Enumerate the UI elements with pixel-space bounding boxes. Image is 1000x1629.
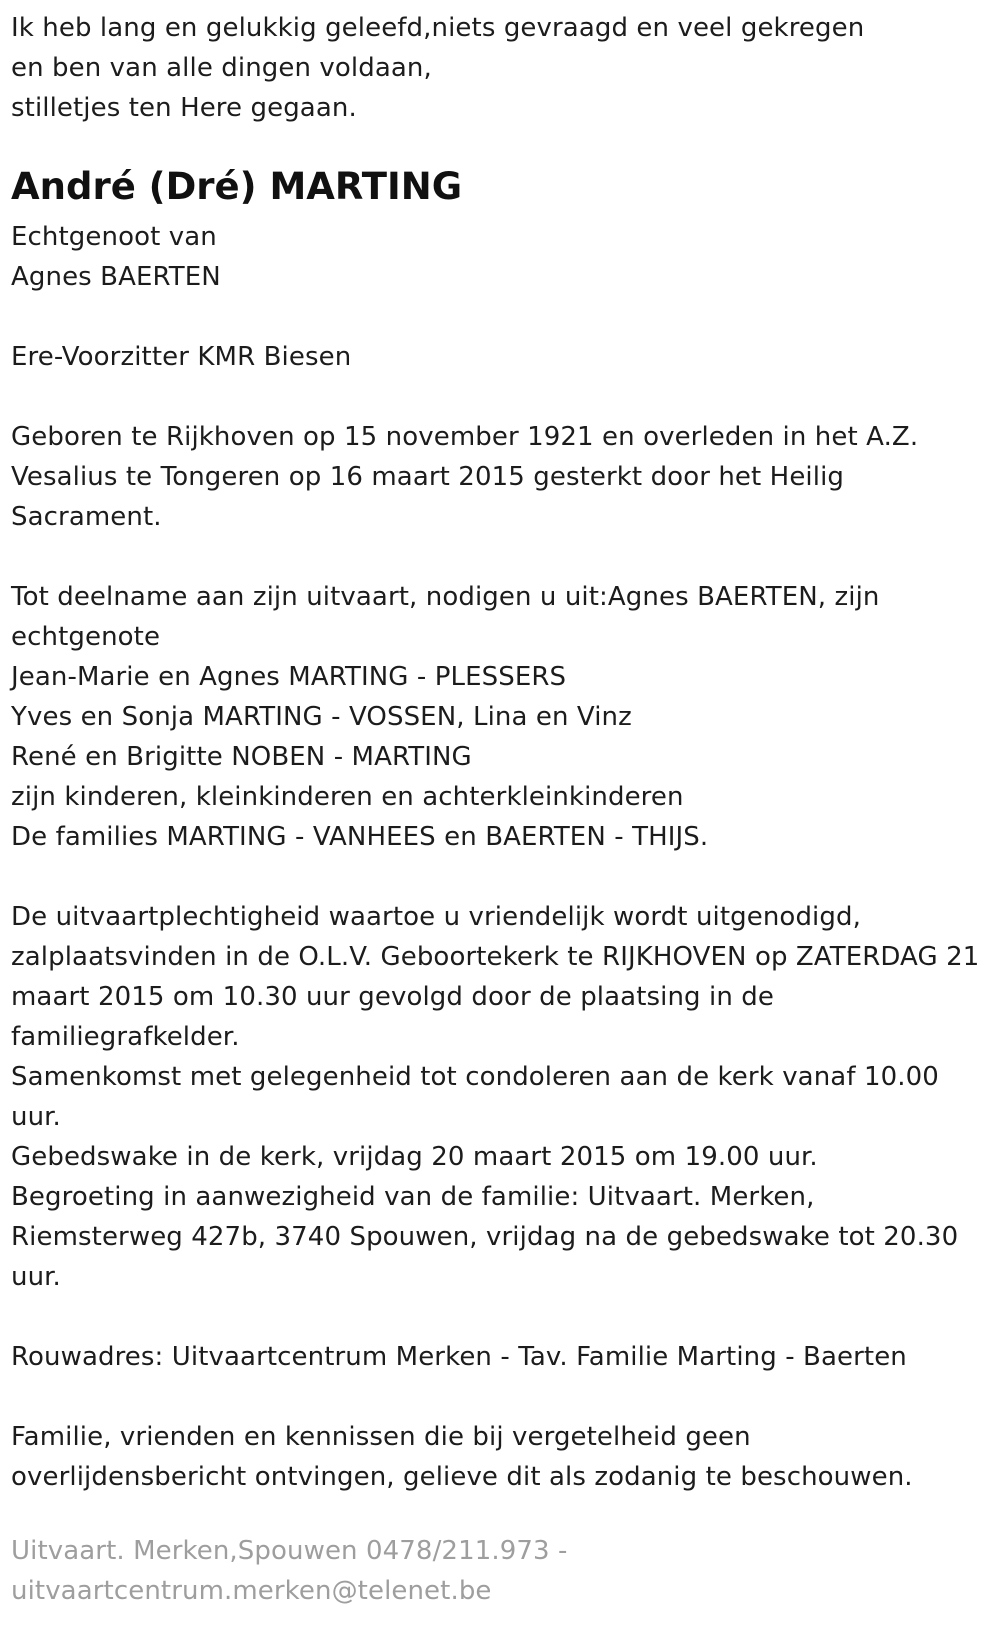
- text-line: overlijdensbericht ontvingen, gelieve dit als zodanig te beschouwen.: [11, 1462, 913, 1492]
- spacer: [11, 377, 990, 417]
- spacer: [11, 297, 990, 337]
- spouse-intro: Echtgenoot van: [11, 222, 217, 252]
- text-line: Vesalius te Tongeren op 16 maart 2015 gesterkt door het Heilig: [11, 462, 845, 492]
- poem-line: en ben van alle dingen voldaan,: [11, 53, 432, 83]
- text-line: echtgenote: [11, 622, 161, 652]
- text-line: zalplaatsvinden in de O.L.V. Geboortekerk te RIJKHOVEN op ZATERDAG 21: [11, 942, 980, 972]
- poem-line: stilletjes ten Here gegaan.: [11, 93, 357, 123]
- notice-paragraph: [11, 1417, 990, 1497]
- spacer: [11, 537, 990, 577]
- family-line: Yves en Sonja MARTING - VOSSEN, Lina en Vinz: [11, 702, 632, 732]
- text-line: De uitvaartplechtigheid waartoe u vriendelijk wordt uitgenodigd,: [11, 902, 861, 932]
- honorary-title: Ere-Voorzitter KMR Biesen: [11, 342, 352, 372]
- text-line: Gebedswake in de kerk, vrijdag 20 maart 2015 om 19.00 uur.: [11, 1142, 818, 1172]
- ceremony-paragraph: [11, 897, 990, 1297]
- text-line: De families MARTING - VANHEES en BAERTEN - THIJS.: [11, 822, 709, 852]
- spouse-block: [11, 217, 990, 297]
- text-line: Begroeting in aanwezigheid van de familie: Uitvaart. Merken,: [11, 1182, 815, 1212]
- poem-line: Ik heb lang en gelukkig geleefd,niets gevraagd en veel gekregen: [11, 13, 865, 43]
- text-line: zijn kinderen, kleinkinderen en achterkleinkinderen: [11, 782, 684, 812]
- text-line: Sacrament.: [11, 502, 162, 532]
- text-line: Riemsterweg 427b, 3740 Spouwen, vrijdag na de gebedswake tot 20.30: [11, 1222, 959, 1252]
- poem: [11, 8, 990, 128]
- funeral-home-footer: [11, 1531, 990, 1611]
- spacer: [11, 1377, 990, 1417]
- text-line: maart 2015 om 10.30 uur gevolgd door de plaatsing in de: [11, 982, 774, 1012]
- mourning-address: Rouwadres: Uitvaartcentrum Merken - Tav. Familie Marting - Baerten: [11, 1342, 907, 1372]
- deceased-name: André (Dré) MARTING: [11, 165, 463, 208]
- footer-email[interactable]: uitvaartcentrum.merken@telenet.be: [11, 1576, 492, 1606]
- invitation-paragraph: [11, 577, 990, 857]
- family-line: René en Brigitte NOBEN - MARTING: [11, 742, 472, 772]
- text-line: Tot deelname aan zijn uitvaart, nodigen u uit:Agnes BAERTEN, zijn: [11, 582, 880, 612]
- text-line: uur.: [11, 1262, 61, 1292]
- footer-contact-line: Uitvaart. Merken,Spouwen 0478/211.973 -: [11, 1536, 568, 1566]
- birth-death-paragraph: [11, 417, 990, 537]
- text-line: familiegrafkelder.: [11, 1022, 240, 1052]
- text-line: Geboren te Rijkhoven op 15 november 1921 en overleden in het A.Z.: [11, 422, 919, 452]
- text-line: Samenkomst met gelegenheid tot condoleren aan de kerk vanaf 10.00: [11, 1062, 939, 1092]
- spacer: [11, 1297, 990, 1337]
- family-line: Jean-Marie en Agnes MARTING - PLESSERS: [11, 662, 567, 692]
- spacer: [11, 857, 990, 897]
- text-line: uur.: [11, 1102, 61, 1132]
- spouse-name: Agnes BAERTEN: [11, 262, 221, 292]
- text-line: Familie, vrienden en kennissen die bij vergetelheid geen: [11, 1422, 751, 1452]
